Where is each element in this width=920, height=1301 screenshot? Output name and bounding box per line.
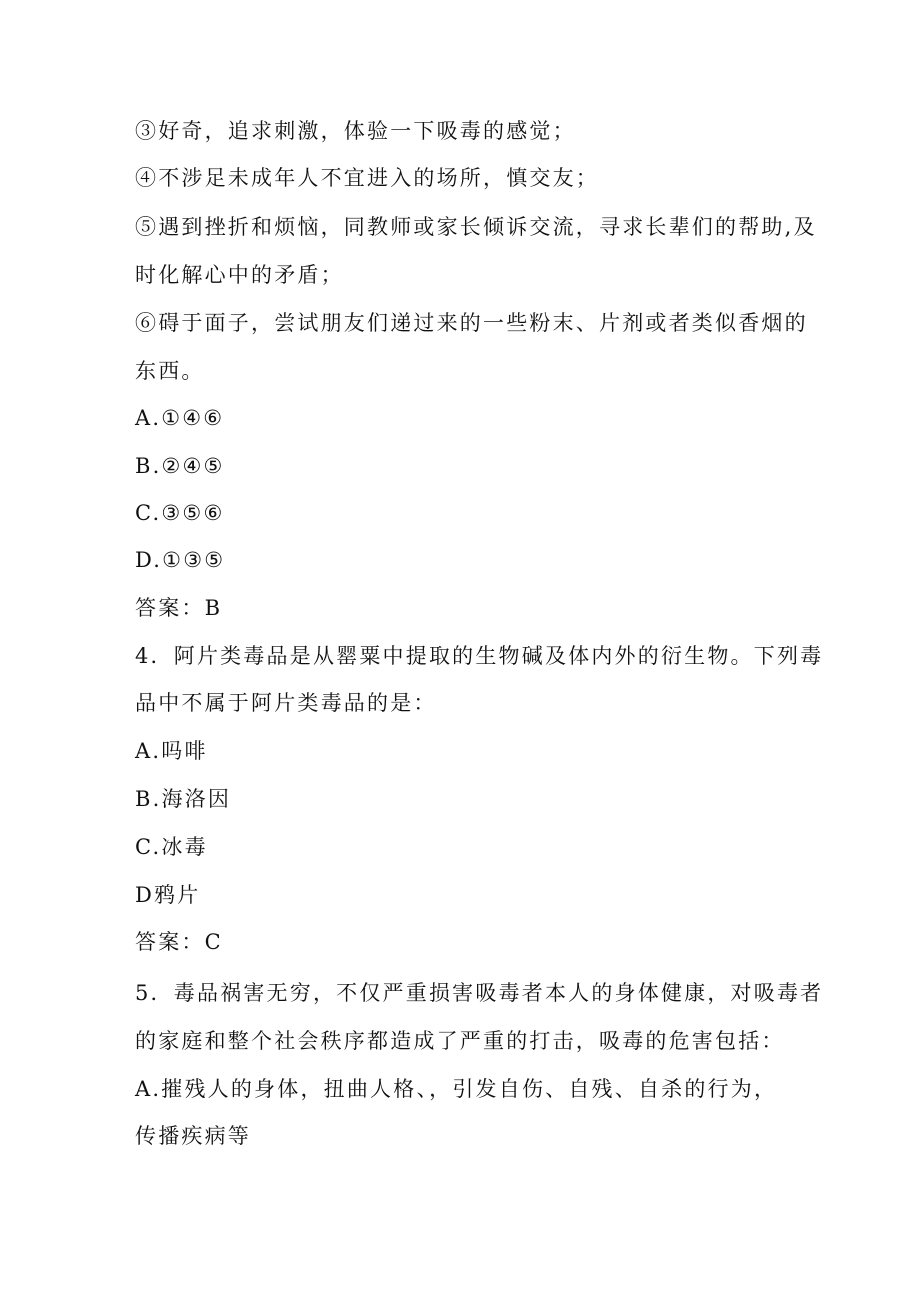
q4-option-d: D鸦片 (135, 883, 201, 907)
q3-answer: 答案：B (135, 596, 223, 620)
q4-stem-line-1: 4．阿片类毒品是从罂粟中提取的生物碱及体内外的衍生物。下列毒 (135, 644, 824, 668)
q4-answer: 答案：C (135, 930, 223, 954)
q5-option-a-line-2: 传播疾病等 (135, 1124, 251, 1148)
q4-option-a: A.吗啡 (135, 739, 208, 763)
q5-option-a-line-1: A.摧残人的身体，扭曲人格、，引发自伤、自残、自杀的行为， (135, 1077, 778, 1101)
q5-stem-line-1: 5．毒品祸害无穷，不仅严重损害吸毒者本人的身体健康，对吸毒者 (135, 981, 824, 1005)
q4-stem-line-2: 品中不属于阿片类毒品的是： (135, 691, 437, 715)
q5-stem-line-2: 的家庭和整个社会秩序都造成了严重的打击，吸毒的危害包括： (135, 1029, 785, 1053)
q3-option-a: A.①④⑥ (135, 406, 225, 430)
q3-item-5-line-1: ⑤遇到挫折和烦恼，同教师或家长倾诉交流，寻求长辈们的帮助,及 (135, 215, 817, 239)
q3-item-6-line-2: 东西。 (135, 359, 205, 383)
q3-item-5-line-2: 时化解心中的矛盾； (135, 263, 344, 287)
q3-item-3: ③好奇，追求刺激，体验一下吸毒的感觉； (135, 119, 576, 143)
q3-item-4: ④不涉足未成年人不宜进入的场所，慎交友； (135, 166, 599, 190)
q4-option-b: B.海洛因 (135, 787, 232, 811)
q3-item-6-line-1: ⑥碍于面子，尝试朋友们递过来的一些粉末、片剂或者类似香烟的 (135, 311, 808, 335)
q3-option-c: C.③⑤⑥ (135, 501, 225, 525)
q3-option-d: D.①③⑤ (135, 548, 226, 572)
q3-option-b: B.②④⑤ (135, 454, 225, 478)
q4-option-c: C.冰毒 (135, 835, 208, 859)
